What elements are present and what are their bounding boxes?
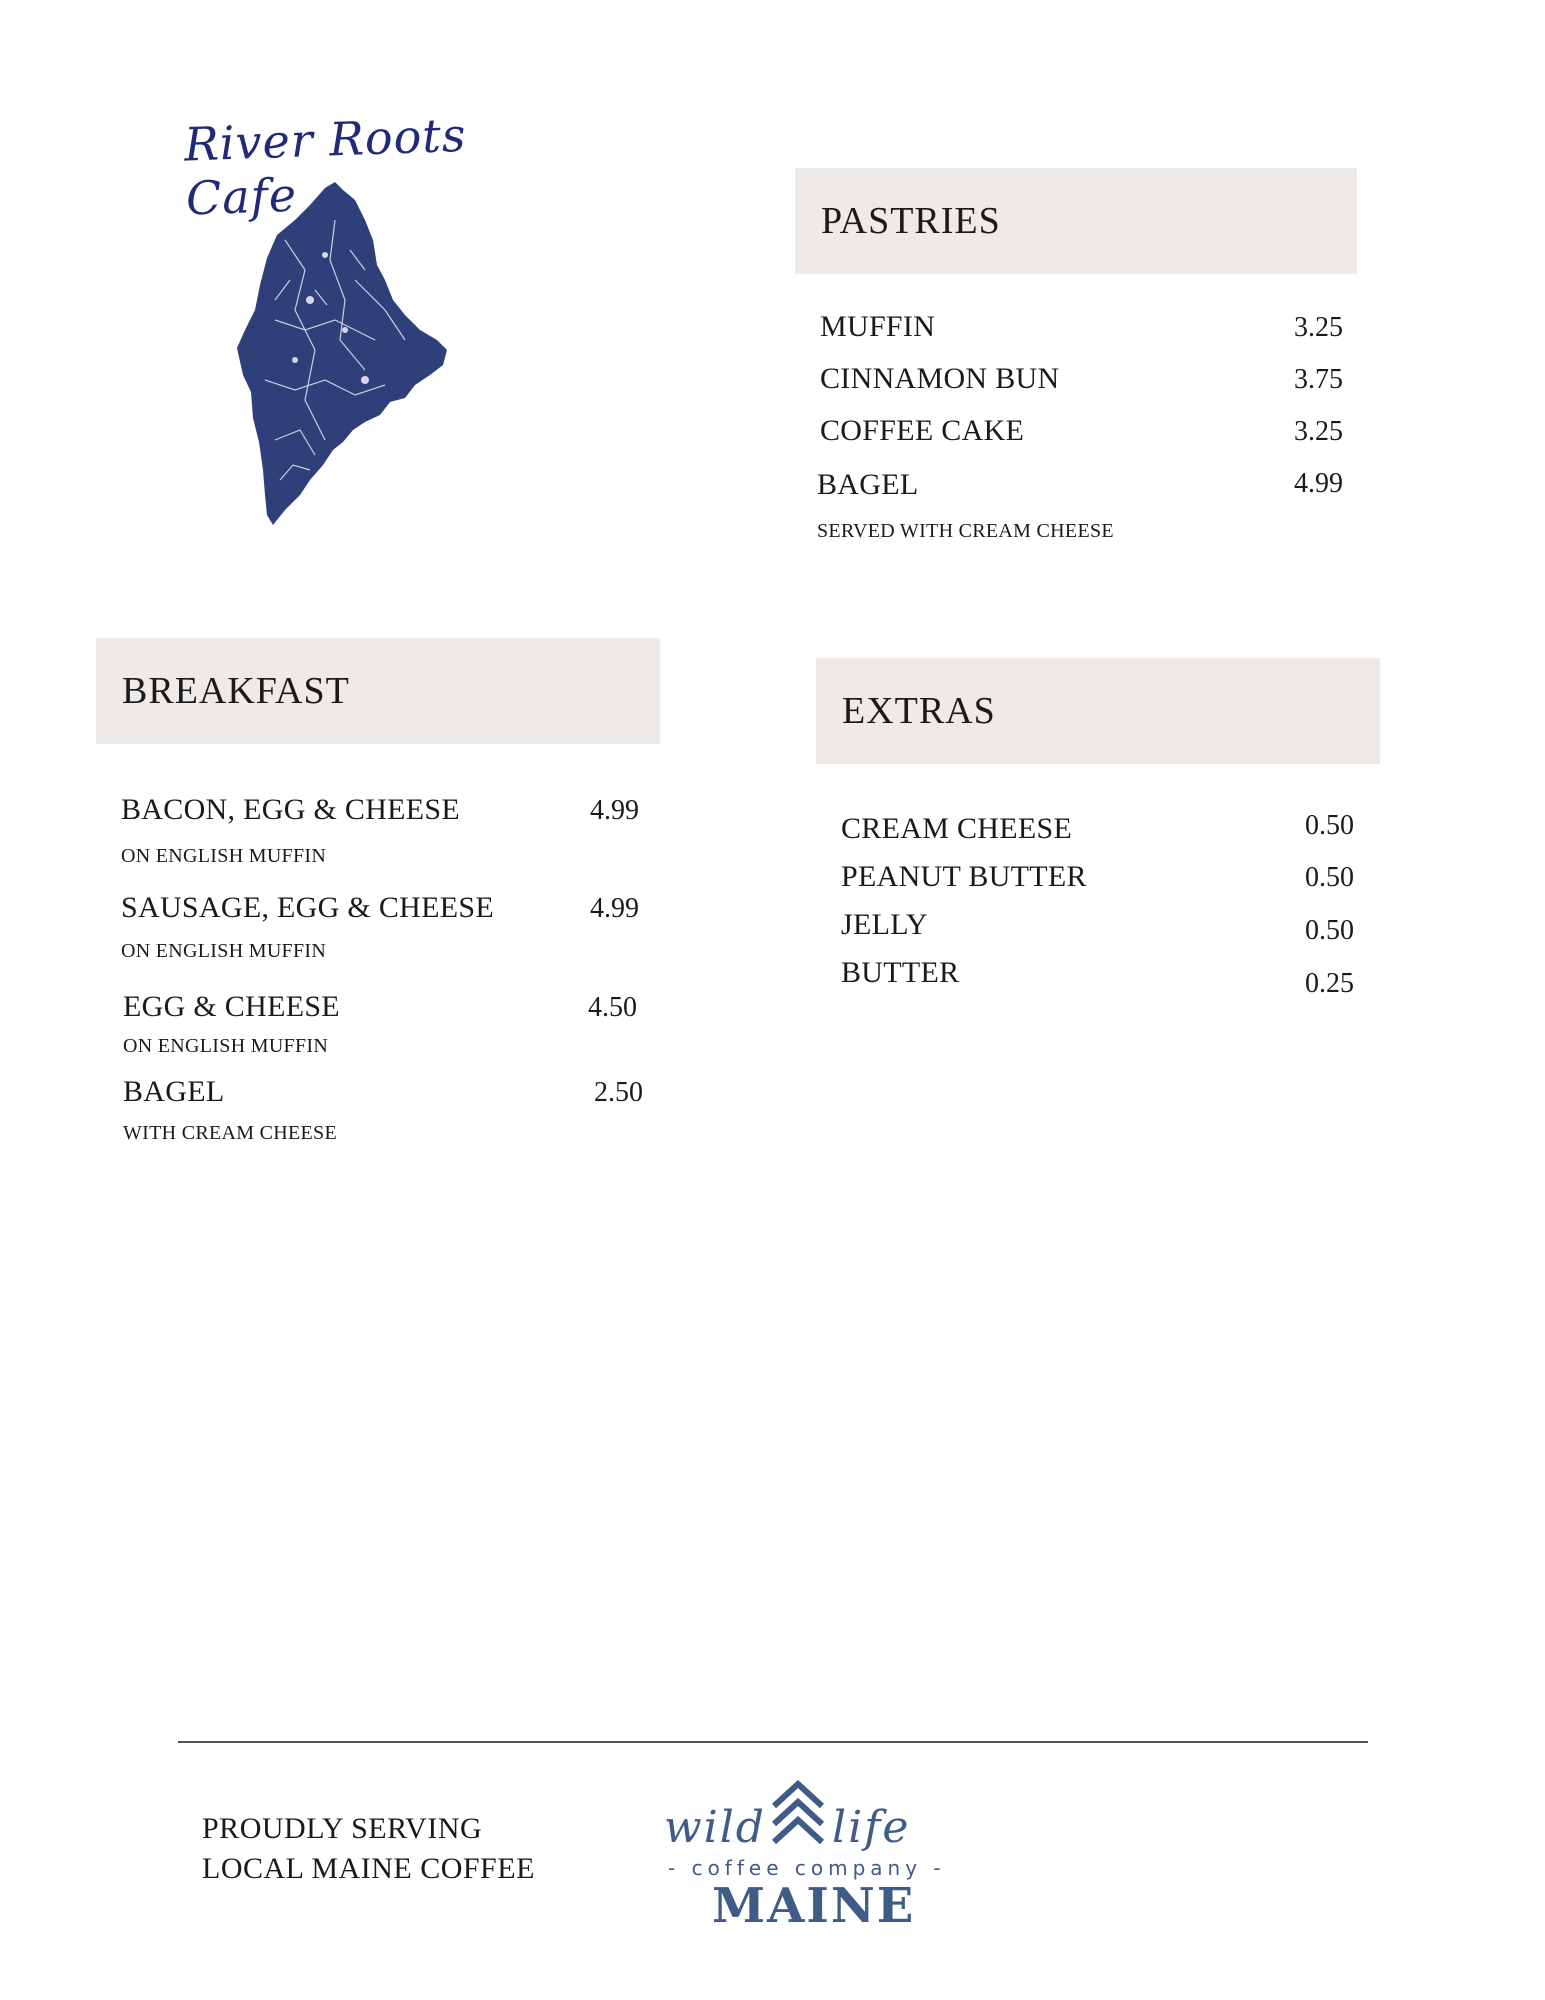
extras-title: EXTRAS	[842, 690, 996, 732]
chevron-tree-icon	[770, 1780, 826, 1846]
menu-item-price: 0.25	[1305, 968, 1354, 999]
cafe-name: River Roots Cafe	[183, 107, 468, 226]
menu-item-price: 0.50	[1305, 862, 1354, 893]
footer-divider	[178, 1741, 1368, 1743]
menu-item-note: SERVED WITH CREAM CHEESE	[817, 520, 1114, 542]
footer-line-2: LOCAL MAINE COFFEE	[202, 1852, 535, 1885]
menu-item-name: BAGEL	[817, 468, 919, 501]
brand-tagline: - coffee company -	[668, 1856, 946, 1880]
pastries-header	[795, 168, 1357, 274]
brand-state: MAINE	[712, 1878, 916, 1934]
menu-item-note: WITH CREAM CHEESE	[123, 1122, 337, 1144]
menu-item-price: 4.99	[590, 893, 639, 924]
breakfast-header	[96, 638, 660, 744]
menu-item-note: ON ENGLISH MUFFIN	[121, 845, 327, 867]
menu-item-name: BACON, EGG & CHEESE	[121, 793, 461, 826]
menu-item-name: JELLY	[841, 908, 928, 941]
menu-item-price: 2.50	[594, 1077, 643, 1108]
coffee-brand-logo	[660, 1780, 960, 1934]
brand-word-wild: wild	[664, 1802, 766, 1853]
breakfast-title: BREAKFAST	[122, 670, 350, 712]
extras-header	[816, 658, 1380, 764]
menu-item-note: ON ENGLISH MUFFIN	[123, 1035, 329, 1057]
menu-item-name: CREAM CHEESE	[841, 812, 1073, 845]
menu-item-note: ON ENGLISH MUFFIN	[121, 940, 327, 962]
menu-item-name: CINNAMON BUN	[820, 362, 1060, 395]
footer-line-1: PROUDLY SERVING	[202, 1812, 483, 1845]
pastries-title: PASTRIES	[821, 200, 1001, 242]
menu-item-price: 3.75	[1294, 364, 1343, 395]
menu-item-price: 4.99	[1294, 468, 1343, 499]
menu-item-name: BAGEL	[123, 1075, 225, 1108]
menu-item-name: PEANUT BUTTER	[841, 860, 1087, 893]
menu-item-name: SAUSAGE, EGG & CHEESE	[121, 891, 494, 924]
menu-item-price: 4.50	[588, 992, 637, 1023]
menu-item-price: 0.50	[1305, 810, 1354, 841]
menu-item-name: MUFFIN	[820, 310, 936, 343]
menu-item-name: COFFEE CAKE	[820, 414, 1025, 447]
menu-item-price: 0.50	[1305, 915, 1354, 946]
menu-item-name: EGG & CHEESE	[123, 990, 340, 1023]
menu-item-price: 3.25	[1294, 416, 1343, 447]
maine-state-map-icon	[215, 180, 460, 530]
menu-item-price: 3.25	[1294, 312, 1343, 343]
menu-item-price: 4.99	[590, 795, 639, 826]
brand-word-life: life	[832, 1802, 911, 1853]
menu-item-name: BUTTER	[841, 956, 960, 989]
